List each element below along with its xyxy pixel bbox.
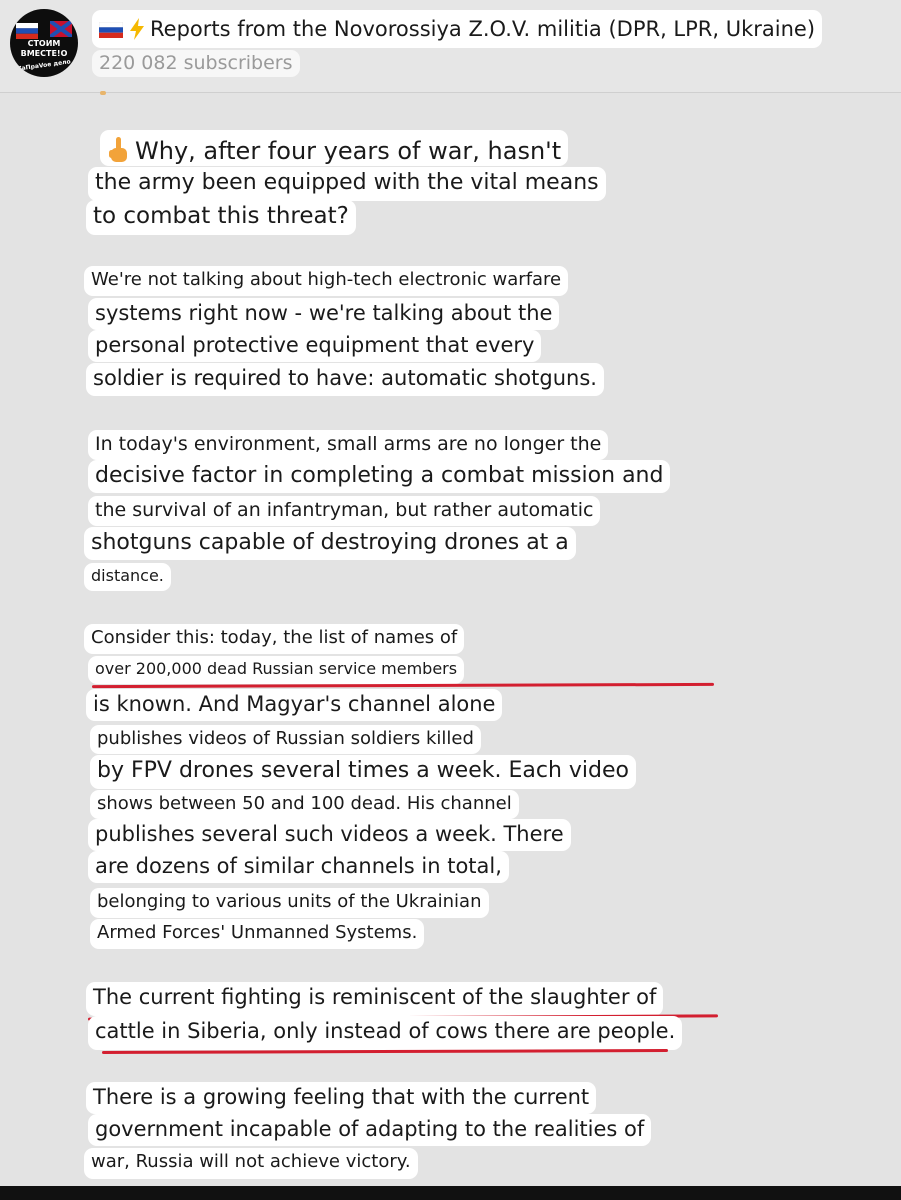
channel-avatar[interactable]	[10, 9, 78, 77]
post-line: publishes videos of Russian soldiers killed	[90, 725, 481, 754]
post-line: shows between 50 and 100 dead. His channel	[90, 790, 519, 819]
post-line: are dozens of similar channels in total,	[88, 851, 509, 883]
post-line: to combat this threat?	[86, 200, 356, 235]
avatar-text-top: СТОИМ	[27, 39, 61, 48]
post-line: systems right now - we're talking about the	[88, 298, 559, 330]
bottom-bar	[0, 1186, 901, 1200]
separator-mark	[100, 91, 106, 95]
post-line: the survival of an infantryman, but rather automatic	[88, 496, 600, 526]
post-line: by FPV drones several times a week. Each video	[90, 755, 636, 789]
novorossiya-flag-icon	[50, 21, 72, 37]
post-line: There is a growing feeling that with the current	[86, 1082, 596, 1114]
avatar-text-mid: ВМЕСТЕ!O	[20, 49, 68, 58]
lightning-bolt-icon	[128, 18, 146, 40]
post-line: In today's environment, small arms are no longer the	[88, 430, 608, 460]
post-line: personal protective equipment that every	[88, 330, 541, 362]
russia-flag-icon	[99, 22, 123, 38]
post-line: belonging to various units of the Ukrainian	[90, 888, 489, 918]
post-line: government incapable of adapting to the realities of	[88, 1114, 651, 1146]
post-line: publishes several such videos a week. There	[88, 819, 571, 851]
post-line: is known. And Magyar's channel alone	[86, 689, 502, 721]
post-line: decisive factor in completing a combat mission and	[88, 460, 670, 493]
post-line: the army been equipped with the vital means	[88, 167, 606, 201]
post-line: cattle in Siberia, only instead of cows there are people.	[88, 1016, 682, 1050]
post-line: Armed Forces' Unmanned Systems.	[90, 919, 424, 949]
post-line: distance.	[84, 563, 171, 591]
post-line: Why, after four years of war, hasn't	[100, 130, 568, 166]
post-line: soldier is required to have: automatic shotguns.	[86, 363, 604, 396]
post-line: over 200,000 dead Russian service members	[88, 656, 464, 684]
channel-header[interactable]	[0, 0, 901, 93]
pointing-hand-icon	[107, 136, 131, 164]
subscriber-count: 220 082 subscribers	[92, 50, 300, 77]
channel-title-text: Reports from the Novorossiya Z.O.V. militia (DPR, LPR, Ukraine)	[150, 17, 816, 41]
post-line: We're not talking about high-tech electronic warfare	[84, 266, 568, 296]
channel-title[interactable]	[92, 10, 822, 48]
avatar-text-bottom: ZaПраVoe дело	[16, 58, 72, 73]
russia-flag-icon	[16, 23, 38, 39]
post-line: shotguns capable of destroying drones at a	[84, 527, 576, 560]
red-underline	[102, 1049, 668, 1054]
post-line: Consider this: today, the list of names of	[84, 624, 464, 654]
post-line: war, Russia will not achieve victory.	[84, 1148, 418, 1179]
post-line: The current fighting is reminiscent of the slaughter of	[86, 982, 663, 1016]
